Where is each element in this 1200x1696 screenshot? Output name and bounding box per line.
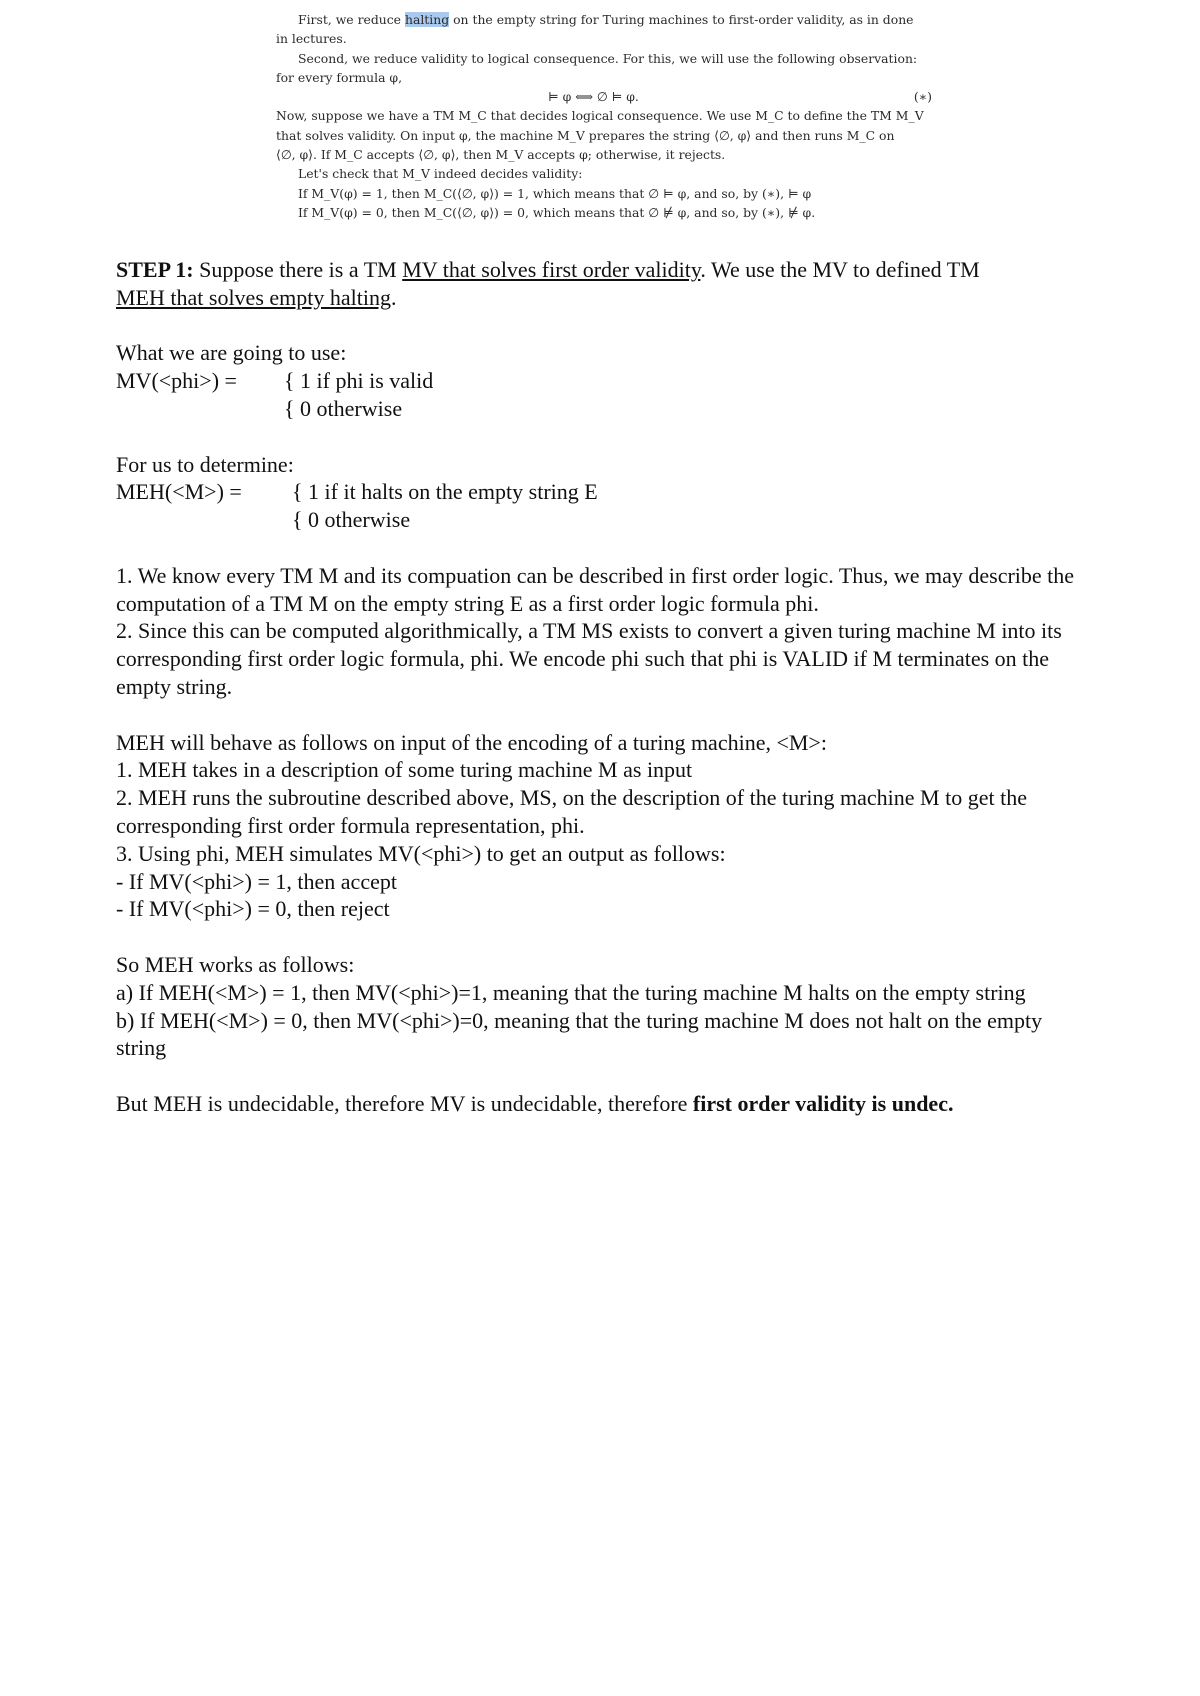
section-heading: For us to determine:: [116, 451, 294, 477]
list-item: - If MV(<phi>) = 1, then accept: [116, 868, 397, 894]
section-heading: What we are going to use:: [116, 340, 347, 366]
list-item: 2. MEH runs the subroutine described above, MS, on the description of the turing machine M to get the corresponding first order formula representation, phi.: [116, 785, 1027, 838]
equation-star: [276, 87, 956, 106]
underlined-phrase: MV that solves first order validity: [402, 257, 701, 282]
excerpt-line: Second, we reduce validity to logical consequence. For this, we will use the following observation:: [298, 50, 918, 66]
paragraph: 1. We know every TM M and its compuation can be described in first order logic. Thus, we may describe the computation of a TM M on the empty string E as a first order logic formula phi.: [116, 562, 1075, 616]
excerpt-line: Let's check that M_V indeed decides validity:: [298, 166, 583, 182]
excerpt-line: for every formula φ,: [276, 69, 403, 85]
mv-definition: [116, 367, 1096, 395]
step-heading: [116, 256, 1096, 312]
step-label: STEP 1:: [116, 257, 194, 282]
list-item: - If MV(<phi>) = 0, then reject: [116, 896, 390, 922]
mv-case: { 0 otherwise: [284, 395, 403, 421]
mv-case: { 1 if phi is valid: [284, 368, 434, 394]
lecture-notes-excerpt: [276, 10, 956, 226]
mv-lhs: MV(<phi>) =: [116, 368, 237, 394]
conclusion-text: But MEH is undecidable, therefore MV is undecidable, therefore: [116, 1090, 693, 1116]
section-heading: MEH will behave as follows on input of the encoding of a turing machine, <M>:: [116, 729, 827, 755]
list-item: a) If MEH(<M>) = 1, then MV(<phi>)=1, meaning that the turing machine M halts on the empty string: [116, 979, 1026, 1005]
step-text: Suppose there is a TM: [193, 257, 403, 282]
meh-definition: [116, 506, 1096, 534]
excerpt-line: [276, 10, 956, 29]
conclusion: [116, 1090, 1096, 1118]
list-item: 3. Using phi, MEH simulates MV(<phi>) to get an output as follows:: [116, 840, 726, 866]
excerpt-text: First, we reduce: [298, 12, 405, 27]
excerpt-line: ⟨∅, φ⟩. If M_C accepts ⟨∅, φ⟩, then M_V accepts φ; otherwise, it rejects.: [276, 147, 726, 163]
step-text: .: [390, 284, 397, 310]
meh-definition: [116, 478, 1096, 506]
step-text: . We use the MV to defined TM: [700, 257, 980, 282]
conclusion-bold: first order validity is undec.: [692, 1090, 954, 1116]
excerpt-line: If M_V(φ) = 1, then M_C(⟨∅, φ⟩) = 1, which means that ∅ ⊨ φ, and so, by (∗), ⊨ φ: [298, 185, 812, 201]
list-item: b) If MEH(<M>) = 0, then MV(<phi>)=0, meaning that the turing machine M does not halt on the empty string: [116, 1007, 1043, 1061]
excerpt-text: on the empty string for Turing machines to first-order validity, as in done: [449, 12, 914, 27]
excerpt-line: that solves validity. On input φ, the machine M_V prepares the string ⟨∅, φ⟩ and then runs M_C on: [276, 127, 895, 143]
equation-tag: (∗): [913, 89, 932, 105]
paragraph: 2. Since this can be computed algorithmically, a TM MS exists to convert a given turing machine M into its corresponding first order logic formula, phi. We encode phi such that phi is VALID if M terminates on the empty string.: [116, 618, 1062, 699]
document-body[interactable]: [116, 256, 1096, 1118]
list-item: 1. MEH takes in a description of some turing machine M as input: [116, 757, 693, 783]
meh-lhs: MEH(<M>) =: [116, 479, 242, 505]
excerpt-line: in lectures.: [276, 31, 347, 47]
mv-definition: [116, 395, 1096, 423]
equation-body: ⊨ φ ⟺ ∅ ⊨ φ.: [548, 89, 639, 105]
highlighted-word[interactable]: halting: [404, 12, 450, 27]
meh-case: { 0 otherwise: [292, 507, 411, 533]
meh-case: { 1 if it halts on the empty string E: [292, 479, 598, 505]
excerpt-line: Now, suppose we have a TM M_C that decides logical consequence. We use M_C to define the TM M_V: [276, 108, 924, 124]
section-heading: So MEH works as follows:: [116, 951, 355, 977]
underlined-phrase: MEH that solves empty halting: [116, 284, 391, 310]
excerpt-line: If M_V(φ) = 0, then M_C(⟨∅, φ⟩) = 0, which means that ∅ ⊭ φ, and so, by (∗), ⊭ φ.: [298, 204, 816, 220]
